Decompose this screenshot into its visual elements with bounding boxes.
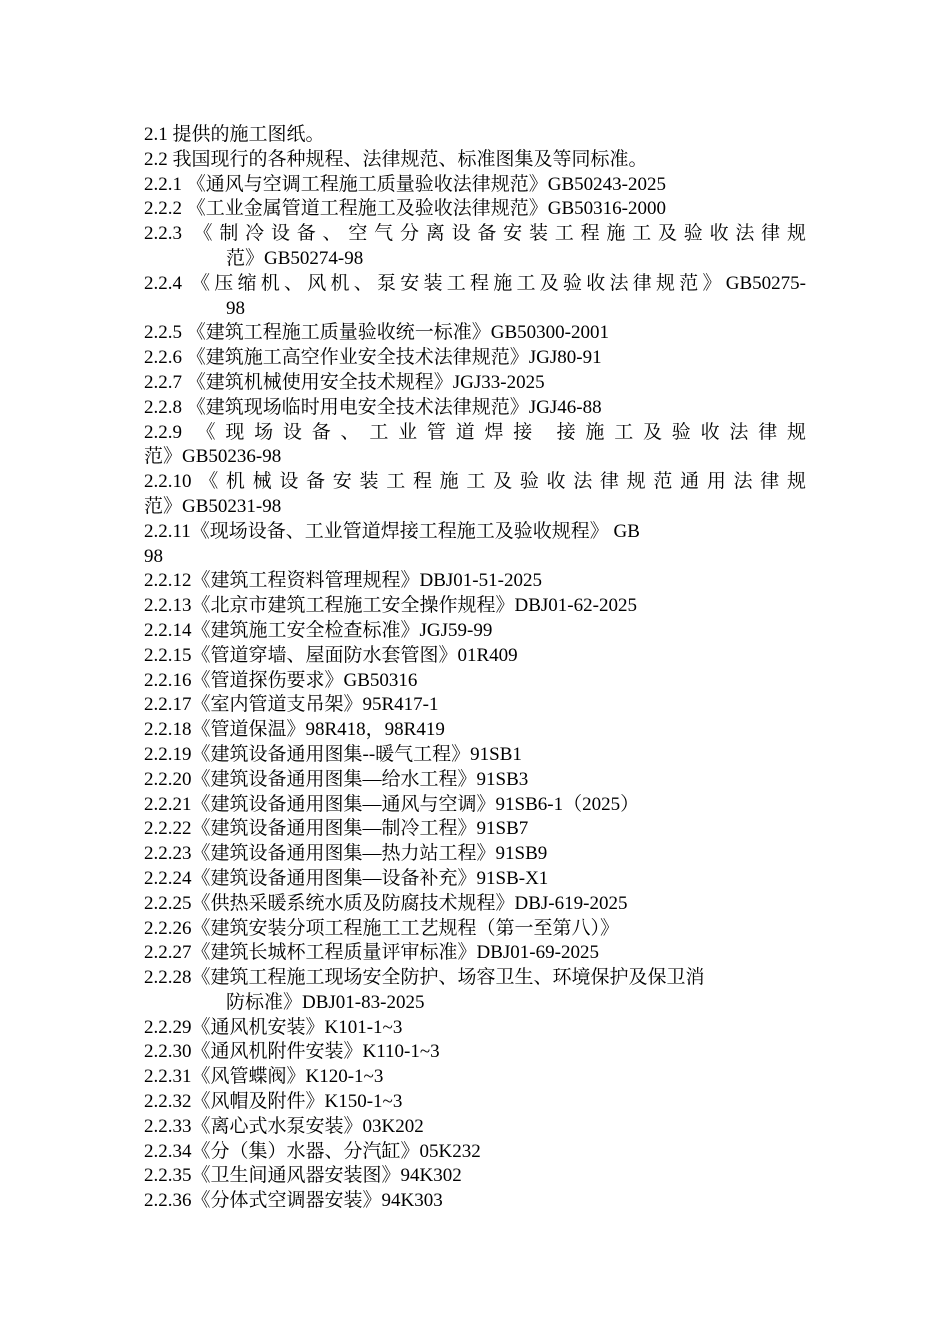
list-item-line: 2.2.4 《压缩机、风机、泵安装工程施工及验收法律规范》GB50275- — [144, 272, 806, 294]
list-item: 2.2.20《建筑设备通用图集—给水工程》91SB3 — [144, 768, 529, 790]
list-item: 2.2.34《分（集）水器、分汽缸》05K232 — [144, 1140, 481, 1162]
list-item: 2.2.21《建筑设备通用图集—通风与空调》91SB6-1（2025） — [144, 793, 640, 815]
list-item: 2.2.24《建筑设备通用图集—设备补充》91SB-X1 — [144, 867, 549, 889]
list-item: 2.2.26《建筑安装分项工程施工工艺规程（第一至第八）》 — [144, 917, 620, 939]
list-item-line: 2.2.10《机械设备安装工程施工及验收法律规范通用法律规 — [144, 471, 806, 493]
list-item: 2.2.16《管道探伤要求》GB50316 — [144, 669, 418, 691]
list-item-continuation: 范》GB50274-98 — [226, 247, 364, 269]
reference-list — [144, 123, 806, 1214]
list-item: 2.2.30《通风机附件安装》K110-1~3 — [144, 1041, 440, 1063]
list-item: 2.2.12《建筑工程资料管理规程》DBJ01-51-2025 — [144, 570, 542, 592]
list-item — [144, 421, 806, 471]
list-item: 2.2.8 《建筑现场临时用电安全技术法律规范》JGJ46-88 — [144, 396, 602, 418]
list-item: 2.2 我国现行的各种规程、法律规范、标准图集及等同标准。 — [144, 148, 648, 170]
list-item-continuation: 范》GB50231-98 — [144, 495, 282, 517]
list-item — [144, 222, 806, 272]
list-item: 2.2.29《通风机安装》K101-1~3 — [144, 1016, 403, 1038]
list-item — [144, 470, 806, 520]
list-item: 2.2.5 《建筑工程施工质量验收统一标准》GB50300-2001 — [144, 322, 609, 344]
list-item-line: 2.2.11《现场设备、工业管道焊接工程施工及验收规程》 GB — [144, 520, 640, 542]
list-item: 2.2.23《建筑设备通用图集—热力站工程》91SB9 — [144, 843, 548, 865]
list-item: 2.2.31《风管蝶阀》K120-1~3 — [144, 1066, 384, 1088]
list-item: 2.2.13《北京市建筑工程施工安全操作规程》DBJ01-62-2025 — [144, 595, 637, 617]
list-item-line: 2.2.28《建筑工程施工现场安全防护、场容卫生、环境保护及保卫消 — [144, 967, 705, 989]
list-item: 2.2.36《分体式空调器安装》94K303 — [144, 1190, 443, 1212]
list-item-continuation: 防标准》DBJ01-83-2025 — [226, 991, 425, 1013]
list-item: 2.2.14《建筑施工安全检查标准》JGJ59-99 — [144, 619, 493, 641]
list-item-continuation: 范》GB50236-98 — [144, 446, 282, 468]
list-item: 2.1 提供的施工图纸。 — [144, 124, 325, 145]
list-item: 2.2.15《管道穿墙、屋面防水套管图》01R409 — [144, 644, 518, 666]
list-item: 2.2.27《建筑长城杯工程质量评审标准》DBJ01-69-2025 — [144, 942, 599, 964]
list-item: 2.2.1 《通风与空调工程施工质量验收法律规范》GB50243-2025 — [144, 173, 666, 195]
list-item: 2.2.35《卫生间通风器安装图》94K302 — [144, 1165, 462, 1187]
list-item: 2.2.19《建筑设备通用图集--暖气工程》91SB1 — [144, 743, 522, 765]
list-item: 2.2.17《室内管道支吊架》95R417-1 — [144, 694, 439, 716]
list-item-continuation: 98 — [144, 545, 163, 567]
list-item: 2.2.6 《建筑施工高空作业安全技术法律规范》JGJ80-91 — [144, 347, 602, 369]
list-item — [144, 966, 806, 1016]
list-item: 2.2.33《离心式水泵安装》03K202 — [144, 1115, 424, 1137]
list-item: 2.2.7 《建筑机械使用安全技术规程》JGJ33-2025 — [144, 371, 545, 393]
list-item — [144, 520, 806, 570]
list-item: 2.2.25《供热采暖系统水质及防腐技术规程》DBJ-619-2025 — [144, 892, 628, 914]
list-item — [144, 272, 806, 322]
list-item: 2.2.2 《工业金属管道工程施工及验收法律规范》GB50316-2000 — [144, 198, 666, 220]
list-item-continuation: 98 — [226, 297, 245, 319]
list-item: 2.2.32《风帽及附件》K150-1~3 — [144, 1091, 403, 1113]
list-item-line: 2.2.3 《制冷设备、空气分离设备安装工程施工及验收法律规 — [144, 223, 806, 245]
list-item: 2.2.18《管道保温》98R418，98R419 — [144, 719, 445, 741]
list-item-line: 2.2.9 《现场设备、工业管道焊接 接施工及验收法律规 — [144, 421, 806, 443]
list-item: 2.2.22《建筑设备通用图集—制冷工程》91SB7 — [144, 818, 529, 840]
